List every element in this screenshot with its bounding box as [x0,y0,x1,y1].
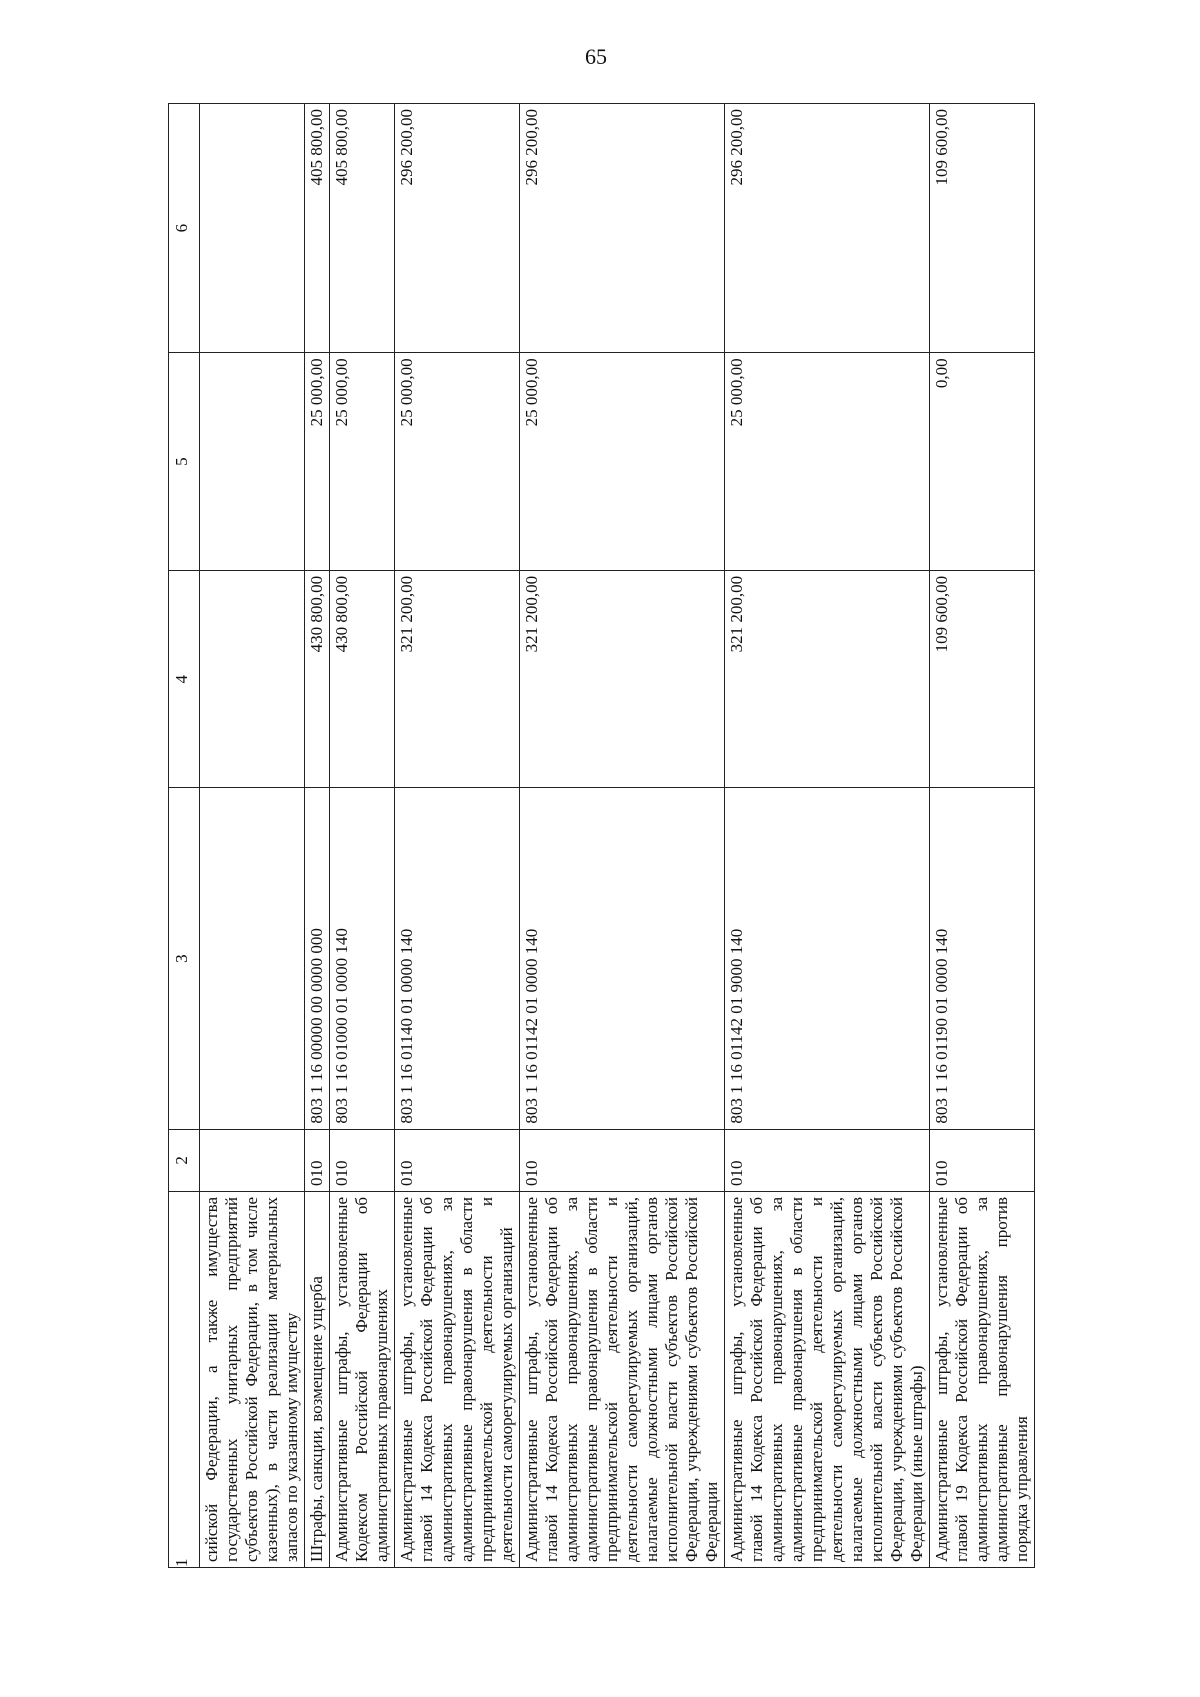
table-row [520,104,725,1568]
row-value-6: 405 800,00 [330,104,395,353]
row-budget-code: 803 1 16 01140 01 0000 140 [395,788,520,1129]
row-value-4: 430 800,00 [330,570,395,788]
row-value-6: 109 600,00 [930,104,1035,353]
row-value-4 [200,570,305,788]
row-line-code: 010 [395,1129,520,1191]
row-budget-code: 803 1 16 01142 01 0000 140 [520,788,725,1129]
row-value-6: 296 200,00 [395,104,520,353]
row-line-code [200,1129,305,1191]
row-value-4: 430 800,00 [305,570,330,788]
table-row [395,104,520,1568]
row-value-5: 25 000,00 [395,353,520,571]
table-row [725,104,930,1568]
row-name: Административные штрафы, установленные главой 14 Кодекса Российской Федерации об административных правонарушениях, за административные правонарушения в области предпринимательской деятельности и деятельности саморегулируемых организаций [395,1191,520,1567]
header-col-6: 6 [169,104,200,353]
row-value-4: 321 200,00 [395,570,520,788]
table-row [330,104,395,1568]
row-name: Административные штрафы, установленные главой 14 Кодекса Российской Федерации об административных правонарушениях, за административные правонарушения в области предпринимательской деятельности и деятельности саморегулируемых организаций, налагаемые должностными лицами органов исполнительной власти субъектов Российской Федерации, учреждениями субъектов Российской Федерации [520,1191,725,1567]
row-value-5 [200,353,305,571]
header-col-1: 1 [169,1191,200,1567]
row-value-5: 25 000,00 [330,353,395,571]
row-value-5: 0,00 [930,353,1035,571]
row-value-6: 405 800,00 [305,104,330,353]
row-line-code: 010 [725,1129,930,1191]
rotated-table-container [168,103,1108,1568]
row-budget-code: 803 1 16 01142 01 9000 140 [725,788,930,1129]
page-number: 65 [585,44,607,69]
income-table [168,103,1035,1568]
row-value-4: 321 200,00 [725,570,930,788]
row-value-5: 25 000,00 [725,353,930,571]
header-col-4: 4 [169,570,200,788]
table-row [200,104,305,1568]
header-col-5: 5 [169,353,200,571]
row-value-5: 25 000,00 [520,353,725,571]
header-col-2: 2 [169,1129,200,1191]
table-row [930,104,1035,1568]
row-line-code: 010 [520,1129,725,1191]
row-budget-code [200,788,305,1129]
row-name: Штрафы, санкции, возмещение ущерба [305,1191,330,1567]
row-value-4: 109 600,00 [930,570,1035,788]
row-value-4: 321 200,00 [520,570,725,788]
row-value-6 [200,104,305,353]
row-budget-code: 803 1 16 00000 00 0000 000 [305,788,330,1129]
row-name: Административные штрафы, установленные Кодексом Российской Федерации об административных правонарушениях [330,1191,395,1567]
row-line-code: 010 [930,1129,1035,1191]
row-value-5: 25 000,00 [305,353,330,571]
row-line-code: 010 [305,1129,330,1191]
row-value-6: 296 200,00 [520,104,725,353]
row-name: Административные штрафы, установленные главой 14 Кодекса Российской Федерации об административных правонарушениях, за административные правонарушения в области предпринимательской деятельности и деятельности саморегулируемых организаций, налагаемые должностными лицами органов исполнительной власти субъектов Российской Федерации, учреждениями субъектов Российской Федерации (иные штрафы) [725,1191,930,1567]
row-line-code: 010 [330,1129,395,1191]
row-budget-code: 803 1 16 01190 01 0000 140 [930,788,1035,1129]
row-budget-code: 803 1 16 01000 01 0000 140 [330,788,395,1129]
table-row [305,104,330,1568]
table-header-row [169,104,200,1568]
row-name: Административные штрафы, установленные главой 19 Кодекса Российской Федерации об административных правонарушениях, за административные правонарушения против порядка управления [930,1191,1035,1567]
row-name: сийской Федерации, а также имущества государственных унитарных предприятий субъектов Российской Федерации, в том числе казенных), в части реализации материальных запасов по указанному имуществу [200,1191,305,1567]
header-col-3: 3 [169,788,200,1129]
row-value-6: 296 200,00 [725,104,930,353]
